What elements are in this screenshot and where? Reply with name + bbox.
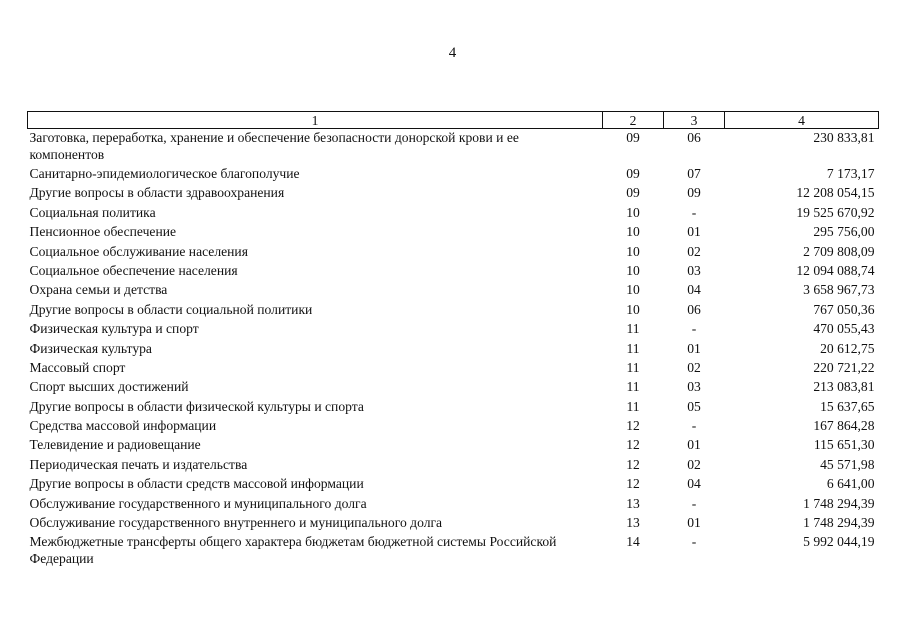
row-subsection: - [691, 534, 697, 550]
row-subsection: - [691, 495, 697, 511]
row-name: Физическая культура и спорт [29, 321, 199, 337]
row-subsection: 05 [687, 398, 701, 414]
row-section: 11 [626, 379, 640, 395]
row-subsection: - [691, 204, 697, 220]
row-subsection: 04 [687, 282, 701, 298]
row-name: Спорт высших достижений [29, 379, 189, 395]
column-header-1: 1 [28, 112, 603, 129]
row-amount: 470 055,43 [813, 321, 875, 337]
row-subsection: - [691, 418, 697, 434]
table-body [28, 129, 879, 570]
row-name: Другие вопросы в области здравоохранения [29, 185, 285, 201]
row-subsection: - [691, 321, 697, 337]
row-section: 12 [626, 456, 640, 472]
row-section: 10 [626, 301, 640, 317]
table-row [28, 398, 879, 417]
row-section: 13 [626, 515, 640, 531]
row-subsection: 01 [687, 515, 701, 531]
table-row [28, 320, 879, 339]
table-row [28, 262, 879, 281]
row-amount: 20 612,75 [820, 340, 875, 356]
row-name: Социальное обслуживание населения [29, 243, 248, 259]
row-subsection: 03 [687, 379, 701, 395]
row-name: Заготовка, переработка, хранение и обеспечение безопасности донорской крови и ее компонентов [29, 130, 519, 162]
row-subsection: 03 [687, 262, 701, 278]
row-name: Межбюджетные трансферты общего характера бюджетам бюджетной системы Российской Федерации [29, 534, 557, 567]
row-section: 12 [626, 476, 640, 492]
row-section: 10 [626, 262, 640, 278]
row-name: Санитарно-эпидемиологическое благополучие [29, 166, 300, 181]
row-section: 09 [626, 130, 640, 145]
row-section: 12 [626, 418, 640, 434]
row-amount: 12 208 054,15 [796, 185, 875, 201]
table-row [28, 475, 879, 494]
table-row [28, 243, 879, 262]
row-amount: 167 864,28 [813, 418, 875, 434]
table-row [28, 359, 879, 378]
row-name: Средства массовой информации [29, 418, 217, 434]
row-section: 09 [626, 185, 640, 201]
row-name: Обслуживание государственного внутреннего и муниципального долга [29, 515, 443, 531]
row-name: Телевидение и радиовещание [29, 437, 201, 453]
row-amount: 2 709 808,09 [803, 243, 875, 259]
table-row [28, 456, 879, 475]
row-amount: 7 173,17 [826, 166, 875, 181]
column-header-3: 3 [664, 112, 725, 129]
row-name: Пенсионное обеспечение [29, 224, 177, 240]
row-amount: 220 721,22 [813, 359, 875, 375]
row-amount: 6 641,00 [826, 476, 875, 492]
row-name: Социальное обеспечение населения [29, 262, 238, 278]
row-subsection: 06 [687, 301, 701, 317]
column-header-2: 2 [603, 112, 664, 129]
row-amount: 230 833,81 [813, 130, 875, 145]
table-row [28, 204, 879, 223]
row-amount: 19 525 670,92 [796, 204, 875, 220]
row-amount: 15 637,65 [820, 398, 875, 414]
row-section: 13 [626, 495, 640, 511]
table-row [28, 281, 879, 300]
table-row [28, 436, 879, 455]
row-subsection: 02 [687, 243, 701, 259]
row-name: Другие вопросы в области физической культуры и спорта [29, 398, 364, 414]
table-row [28, 340, 879, 359]
row-amount: 1 748 294,39 [803, 495, 875, 511]
row-amount: 115 651,30 [813, 437, 875, 453]
table-row [28, 301, 879, 320]
row-section: 14 [626, 534, 640, 550]
table-row [28, 378, 879, 397]
table-row [28, 417, 879, 436]
row-section: 10 [626, 243, 640, 259]
row-name: Другие вопросы в области социальной политики [29, 301, 313, 317]
table-row [28, 129, 879, 166]
row-section: 10 [626, 224, 640, 240]
row-subsection: 09 [687, 185, 701, 201]
budget-table [27, 111, 879, 569]
row-section: 11 [626, 340, 640, 356]
row-subsection: 07 [687, 166, 701, 181]
table-row [28, 223, 879, 242]
row-section: 11 [626, 359, 640, 375]
row-amount: 1 748 294,39 [803, 515, 875, 531]
row-section: 10 [626, 282, 640, 298]
row-name: Массовый спорт [29, 359, 126, 375]
row-name: Социальная политика [29, 204, 156, 220]
page-number: 4 [448, 45, 457, 61]
row-subsection: 01 [687, 340, 701, 356]
table-row [28, 184, 879, 203]
column-header-4: 4 [725, 112, 879, 129]
row-amount: 213 083,81 [813, 379, 875, 395]
row-amount: 3 658 967,73 [803, 282, 875, 298]
row-name: Физическая культура [29, 340, 152, 356]
row-amount: 767 050,36 [813, 301, 875, 317]
table-row [28, 533, 879, 569]
row-name: Другие вопросы в области средств массовой информации [29, 476, 364, 492]
row-subsection: 04 [687, 476, 701, 492]
table-row [28, 495, 879, 514]
row-name: Обслуживание государственного и муниципального долга [29, 495, 367, 511]
table-row [28, 514, 879, 533]
row-subsection: 02 [687, 456, 701, 472]
row-name: Охрана семьи и детства [29, 282, 168, 298]
row-amount: 45 571,98 [820, 456, 875, 472]
table-row [28, 165, 879, 184]
row-subsection: 01 [687, 437, 701, 453]
row-section: 11 [626, 398, 640, 414]
row-section: 10 [626, 204, 640, 220]
row-subsection: 06 [687, 130, 701, 145]
table-header [28, 112, 879, 129]
row-section: 11 [626, 321, 640, 337]
row-amount: 295 756,00 [813, 224, 875, 240]
row-name: Периодическая печать и издательства [29, 456, 248, 472]
row-section: 09 [626, 166, 640, 181]
row-amount: 12 094 088,74 [796, 262, 875, 278]
row-section: 12 [626, 437, 640, 453]
row-amount: 5 992 044,19 [803, 534, 875, 550]
row-subsection: 02 [687, 359, 701, 375]
row-subsection: 01 [687, 224, 701, 240]
